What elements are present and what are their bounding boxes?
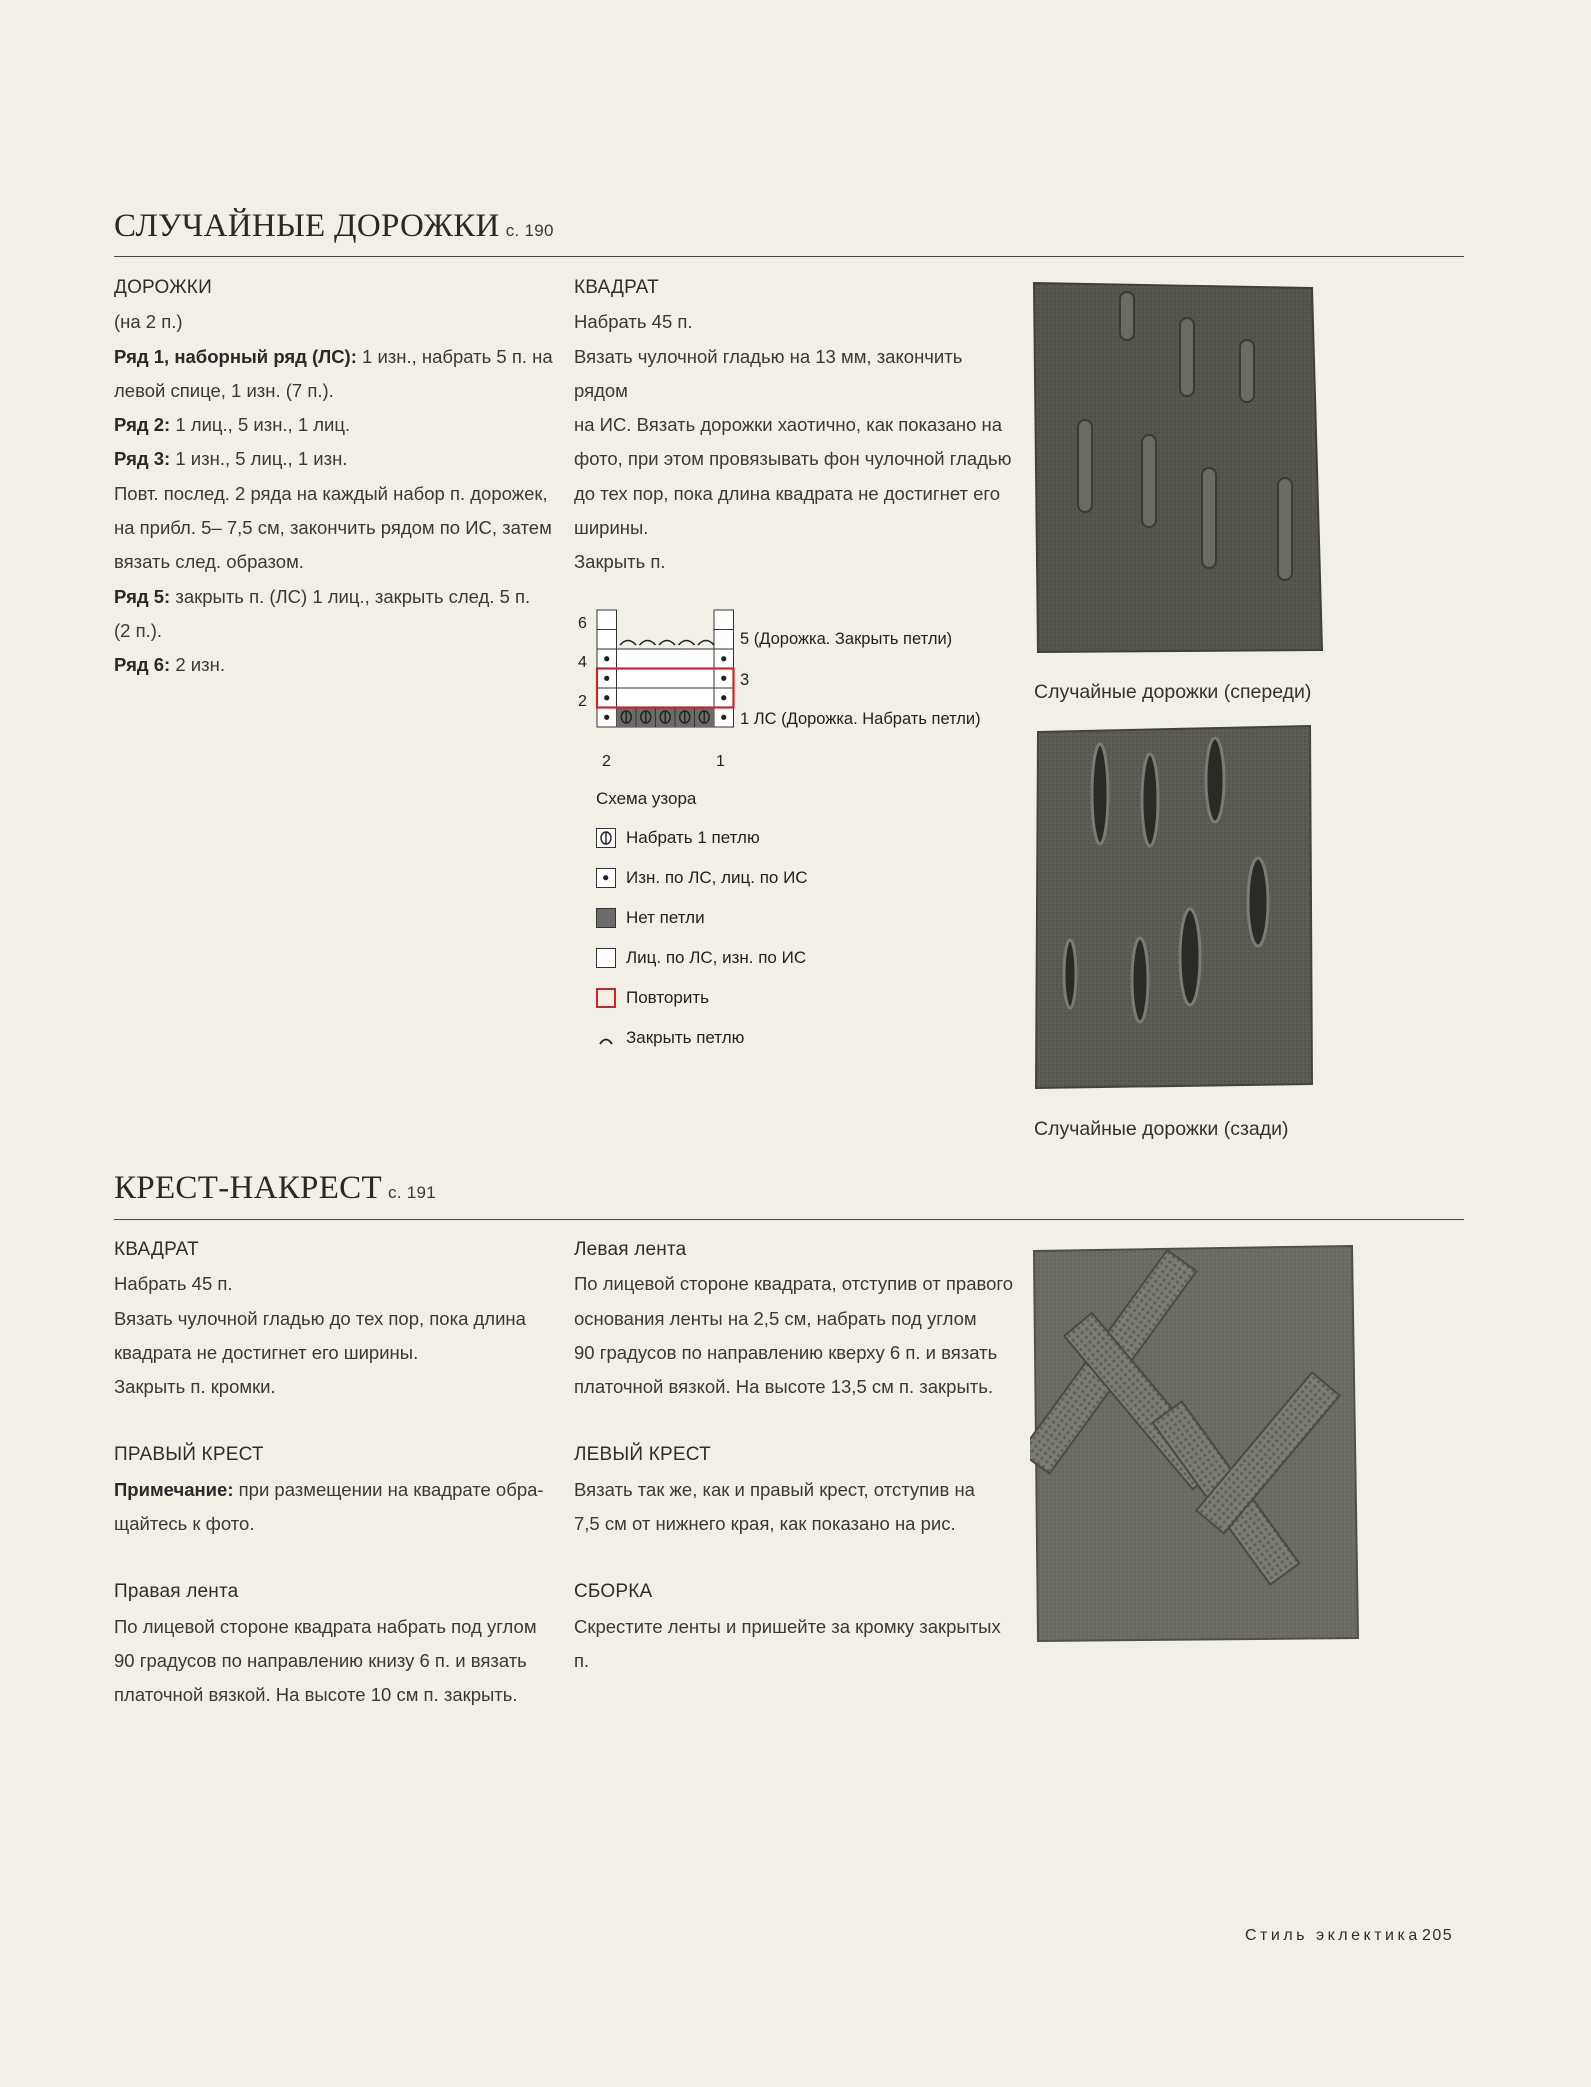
chart-row5-label: 5 (Дорожка. Закрыть петли) [740, 630, 953, 648]
repeat-line-2: на прибл. 5– 7,5 см, закончить рядом по ИС, затем [114, 517, 552, 539]
section-title-text: СЛУЧАЙНЫЕ ДОРОЖКИ [114, 208, 500, 244]
legend-item-no-stitch [596, 898, 976, 938]
chart-row-number: 2 [578, 693, 587, 710]
repeat-line-1: Повт. послед. 2 ряда на каждый набор п. дорожек, [114, 482, 548, 504]
legend-title: Схема узора [596, 789, 697, 808]
chart-legend [596, 780, 976, 1058]
square-line-2: Вязать чулочной гладью на 13 мм, закончить рядом [574, 345, 963, 401]
square-line-4: фото, при этом провязывать фон чулочной гладью [574, 448, 1012, 470]
caption-back: Случайные дорожки (сзади) [1034, 1118, 1289, 1140]
square-line-7: Закрыть п. [574, 551, 666, 573]
page-reference: с. 190 [505, 221, 554, 240]
text-line: Вязать чулочной гладью до тех пор, пока длина [114, 1307, 526, 1329]
chart-row3-label: 3 [740, 671, 750, 689]
bind-off-arc-icon [596, 1028, 616, 1048]
legend-item-knit [596, 938, 976, 978]
row3-line: Ряд 3: 1 изн., 5 лиц., 1 изн. [114, 448, 348, 470]
row5-line: Ряд 5: закрыть п. (ЛС) 1 лиц., закрыть след. 5 п. [114, 585, 531, 607]
knitting-chart [570, 600, 1010, 775]
knit-square-icon [596, 948, 616, 968]
criss-cross-col1 [114, 1233, 554, 1713]
text-line: 90 градусов по направлению книзу 6 п. и вязать [114, 1649, 527, 1671]
chart-row-number: 4 [578, 654, 587, 671]
section-divider [114, 256, 1464, 257]
swatch-back-photo [1030, 722, 1330, 1094]
section-title-criss-cross [114, 1170, 436, 1207]
paths-heading: ДОРОЖКИ [114, 277, 212, 298]
left-strip-heading: Левая лента [574, 1239, 687, 1260]
section-divider [114, 1219, 1464, 1220]
row1-cont: левой спице, 1 изн. (7 п.). [114, 379, 334, 401]
row2-line: Ряд 2: 1 лиц., 5 изн., 1 лиц. [114, 414, 351, 436]
text-line: По лицевой стороне квадрата набрать под углом [114, 1615, 537, 1637]
repeat-box-icon [596, 988, 616, 1008]
text-line: По лицевой стороне квадрата, отступив от правого [574, 1273, 1014, 1295]
text-line: платочной вязкой. На высоте 10 см п. закрыть. [114, 1684, 518, 1706]
text-line: платочной вязкой. На высоте 13,5 см п. закрыть. [574, 1376, 993, 1398]
text-line: 90 градусов по направлению кверху 6 п. и вязать [574, 1341, 998, 1363]
caption-front: Случайные дорожки (спереди) [1034, 681, 1312, 703]
paths-instructions [114, 271, 554, 683]
section-title-text: КРЕСТ-НАКРЕСТ [114, 1170, 382, 1206]
text-line: Набрать 45 п. [114, 1273, 233, 1295]
text-line: основания ленты на 2,5 см, набрать под углом [574, 1307, 977, 1329]
chart-row-number: 6 [578, 615, 587, 632]
purl-dot-icon [596, 868, 616, 888]
chart-col-number: 1 [716, 753, 725, 770]
no-stitch-icon [596, 908, 616, 928]
right-cross-heading: ПРАВЫЙ КРЕСТ [114, 1444, 264, 1466]
legend-item-cast-on [596, 818, 976, 858]
chart-col-number: 2 [602, 753, 611, 770]
legend-label: Закрыть петлю [626, 1028, 745, 1047]
chart-graphic [570, 600, 1010, 775]
legend-item-purl [596, 858, 976, 898]
criss-cross-col2 [574, 1233, 1014, 1678]
legend-label: Набрать 1 петлю [626, 828, 760, 847]
legend-label: Нет петли [626, 908, 705, 927]
text-line: Закрыть п. кромки. [114, 1376, 276, 1398]
text-line: щайтесь к фото. [114, 1513, 255, 1535]
square-heading: КВАДРАТ [574, 277, 659, 298]
swatch-front-photo [1030, 280, 1330, 660]
square-line-6: ширины. [574, 517, 649, 539]
legend-label: Повторить [626, 988, 709, 1007]
assembly-heading: СБОРКА [574, 1581, 653, 1603]
row6-line: Ряд 6: 2 изн. [114, 654, 225, 676]
legend-item-bind-off [596, 1018, 976, 1058]
square-heading: КВАДРАТ [114, 1239, 199, 1260]
legend-label: Лиц. по ЛС, изн. по ИС [626, 948, 807, 967]
page-number: 205 [1422, 1927, 1454, 1944]
square-instructions [574, 271, 1014, 580]
text-line: квадрата не достигнет его ширины. [114, 1341, 419, 1363]
stitch-count: (на 2 п.) [114, 311, 183, 333]
text-line: Скрестите ленты и пришейте за кромку закрытых п. [574, 1615, 1001, 1671]
right-strip-heading: Правая лента [114, 1581, 239, 1603]
square-line-1: Набрать 45 п. [574, 311, 693, 333]
legend-label: Изн. по ЛС, лиц. по ИС [626, 868, 808, 887]
text-line: Вязать так же, как и правый крест, отступив на [574, 1478, 975, 1500]
note-line: Примечание: при размещении на квадрате обра- [114, 1478, 544, 1500]
section-title-random-paths [114, 208, 554, 245]
text-line: 7,5 см от нижнего края, как показано на рис. [574, 1513, 956, 1535]
swatch-criss-cross-photo [1030, 1243, 1365, 1648]
bind-off-arcs [620, 641, 714, 646]
legend-item-repeat [596, 978, 976, 1018]
row1-line: Ряд 1, наборный ряд (ЛС): 1 изн., набрать 5 п. на [114, 345, 553, 367]
cast-on-icon [596, 828, 616, 848]
left-cross-heading: ЛЕВЫЙ КРЕСТ [574, 1444, 711, 1466]
chart-row1-label: 1 ЛС (Дорожка. Набрать петли) [740, 710, 981, 728]
footer-chapter-label: Стиль эклектика [1245, 1927, 1421, 1944]
row5-cont: (2 п.). [114, 619, 163, 641]
page-reference: с. 191 [387, 1183, 437, 1202]
repeat-line-3: вязать след. образом. [114, 551, 304, 573]
square-line-5: до тех пор, пока длина квадрата не достигнет его [574, 482, 1001, 504]
square-line-3: на ИС. Вязать дорожки хаотично, как показано на [574, 414, 1003, 436]
